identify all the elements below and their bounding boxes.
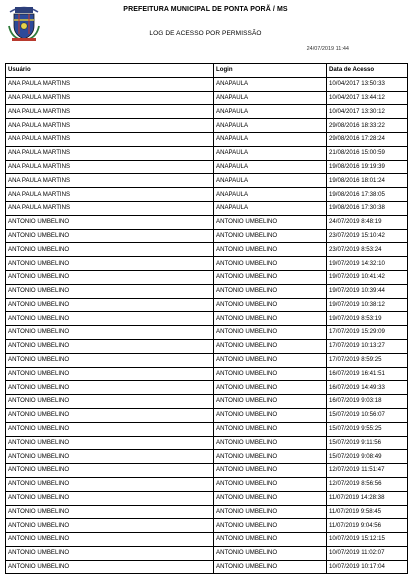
cell-usuario: ANTONIO UMBELINO [6, 491, 214, 505]
cell-login: ANAPAULA [214, 160, 327, 174]
table-row [6, 491, 408, 505]
table-row [6, 284, 408, 298]
cell-login: ANTONIO UMBELINO [214, 339, 327, 353]
cell-usuario: ANA PAULA MARTINS [6, 174, 214, 188]
cell-data-acesso: 16/07/2019 9:03:18 [327, 395, 408, 409]
cell-login: ANAPAULA [214, 188, 327, 202]
cell-login: ANTONIO UMBELINO [214, 298, 327, 312]
table-row [6, 395, 408, 409]
cell-usuario: ANTONIO UMBELINO [6, 215, 214, 229]
cell-usuario: ANA PAULA MARTINS [6, 105, 214, 119]
cell-login: ANTONIO UMBELINO [214, 560, 327, 574]
cell-login: ANTONIO UMBELINO [214, 450, 327, 464]
cell-data-acesso: 15/07/2019 10:56:07 [327, 408, 408, 422]
cell-login: ANTONIO UMBELINO [214, 422, 327, 436]
cell-data-acesso: 23/07/2019 8:53:24 [327, 243, 408, 257]
cell-data-acesso: 10/07/2019 11:02:07 [327, 546, 408, 560]
cell-login: ANTONIO UMBELINO [214, 491, 327, 505]
cell-data-acesso: 19/07/2019 10:39:44 [327, 284, 408, 298]
cell-usuario: ANTONIO UMBELINO [6, 477, 214, 491]
cell-login: ANTONIO UMBELINO [214, 477, 327, 491]
table-row [6, 546, 408, 560]
access-log-table [5, 63, 408, 574]
cell-usuario: ANA PAULA MARTINS [6, 132, 214, 146]
cell-login: ANTONIO UMBELINO [214, 229, 327, 243]
cell-login: ANTONIO UMBELINO [214, 312, 327, 326]
cell-login: ANAPAULA [214, 105, 327, 119]
cell-login: ANTONIO UMBELINO [214, 353, 327, 367]
cell-data-acesso: 17/07/2019 15:29:09 [327, 326, 408, 340]
cell-data-acesso: 21/08/2016 15:00:59 [327, 146, 408, 160]
cell-usuario: ANTONIO UMBELINO [6, 326, 214, 340]
cell-login: ANTONIO UMBELINO [214, 326, 327, 340]
cell-login: ANAPAULA [214, 146, 327, 160]
cell-usuario: ANTONIO UMBELINO [6, 339, 214, 353]
cell-login: ANAPAULA [214, 132, 327, 146]
cell-data-acesso: 19/08/2016 17:30:38 [327, 201, 408, 215]
report-timestamp: 24/07/2019 11:44 [306, 46, 349, 52]
table-row [6, 298, 408, 312]
cell-usuario: ANTONIO UMBELINO [6, 505, 214, 519]
cell-login: ANTONIO UMBELINO [214, 257, 327, 271]
cell-data-acesso: 12/07/2019 8:56:56 [327, 477, 408, 491]
table-row [6, 477, 408, 491]
header-data-acesso: Data de Acesso [327, 64, 408, 78]
table-body [6, 77, 408, 574]
report-title: LOG DE ACESSO POR PERMISSÃO [149, 30, 262, 37]
cell-data-acesso: 19/07/2019 10:38:12 [327, 298, 408, 312]
table-row [6, 201, 408, 215]
organization-name: PREFEITURA MUNICIPAL DE PONTA PORÃ / MS [123, 6, 288, 13]
cell-usuario: ANTONIO UMBELINO [6, 395, 214, 409]
cell-usuario: ANTONIO UMBELINO [6, 284, 214, 298]
cell-usuario: ANA PAULA MARTINS [6, 160, 214, 174]
cell-usuario: ANA PAULA MARTINS [6, 91, 214, 105]
cell-usuario: ANTONIO UMBELINO [6, 298, 214, 312]
cell-data-acesso: 15/07/2019 9:11:56 [327, 436, 408, 450]
cell-data-acesso: 10/07/2019 15:12:15 [327, 533, 408, 547]
table-row [6, 77, 408, 91]
cell-usuario: ANTONIO UMBELINO [6, 560, 214, 574]
table-row [6, 326, 408, 340]
cell-usuario: ANTONIO UMBELINO [6, 546, 214, 560]
cell-data-acesso: 10/04/2017 13:44:12 [327, 91, 408, 105]
cell-usuario: ANA PAULA MARTINS [6, 146, 214, 160]
table-row [6, 119, 408, 133]
cell-data-acesso: 10/04/2017 13:50:33 [327, 77, 408, 91]
cell-data-acesso: 19/07/2019 10:41:42 [327, 270, 408, 284]
cell-login: ANTONIO UMBELINO [214, 519, 327, 533]
cell-data-acesso: 29/08/2016 17:28:24 [327, 132, 408, 146]
cell-usuario: ANTONIO UMBELINO [6, 464, 214, 478]
cell-login: ANAPAULA [214, 174, 327, 188]
cell-data-acesso: 11/07/2019 9:04:56 [327, 519, 408, 533]
table-row [6, 174, 408, 188]
cell-data-acesso: 16/07/2019 16:41:51 [327, 367, 408, 381]
cell-data-acesso: 10/07/2019 10:17:04 [327, 560, 408, 574]
table-row [6, 381, 408, 395]
cell-data-acesso: 17/07/2019 8:59:25 [327, 353, 408, 367]
cell-login: ANTONIO UMBELINO [214, 381, 327, 395]
cell-data-acesso: 15/07/2019 9:08:49 [327, 450, 408, 464]
cell-usuario: ANTONIO UMBELINO [6, 243, 214, 257]
table-row [6, 312, 408, 326]
cell-data-acesso: 19/08/2016 19:19:39 [327, 160, 408, 174]
table-row [6, 436, 408, 450]
cell-usuario: ANTONIO UMBELINO [6, 533, 214, 547]
cell-login: ANTONIO UMBELINO [214, 505, 327, 519]
cell-usuario: ANTONIO UMBELINO [6, 408, 214, 422]
cell-data-acesso: 19/07/2019 8:53:19 [327, 312, 408, 326]
cell-usuario: ANTONIO UMBELINO [6, 450, 214, 464]
cell-data-acesso: 15/07/2019 9:55:25 [327, 422, 408, 436]
table-row [6, 270, 408, 284]
cell-login: ANTONIO UMBELINO [214, 243, 327, 257]
cell-login: ANTONIO UMBELINO [214, 395, 327, 409]
table-row [6, 215, 408, 229]
cell-login: ANTONIO UMBELINO [214, 408, 327, 422]
cell-login: ANTONIO UMBELINO [214, 533, 327, 547]
table-row [6, 519, 408, 533]
cell-usuario: ANTONIO UMBELINO [6, 519, 214, 533]
cell-login: ANTONIO UMBELINO [214, 270, 327, 284]
cell-login: ANTONIO UMBELINO [214, 367, 327, 381]
cell-login: ANAPAULA [214, 119, 327, 133]
cell-data-acesso: 11/07/2019 14:28:38 [327, 491, 408, 505]
table-row [6, 464, 408, 478]
cell-data-acesso: 17/07/2019 10:13:27 [327, 339, 408, 353]
table-row [6, 229, 408, 243]
table-row [6, 243, 408, 257]
table-row [6, 188, 408, 202]
table-row [6, 533, 408, 547]
header-login: Login [214, 64, 327, 78]
table-row [6, 408, 408, 422]
table-row [6, 105, 408, 119]
table-row [6, 339, 408, 353]
cell-login: ANTONIO UMBELINO [214, 215, 327, 229]
cell-data-acesso: 29/08/2016 18:33:22 [327, 119, 408, 133]
cell-login: ANTONIO UMBELINO [214, 546, 327, 560]
cell-data-acesso: 23/07/2019 15:10:42 [327, 229, 408, 243]
table-row [6, 560, 408, 574]
cell-login: ANAPAULA [214, 77, 327, 91]
table-row [6, 146, 408, 160]
cell-login: ANTONIO UMBELINO [214, 436, 327, 450]
table-row [6, 132, 408, 146]
table-row [6, 257, 408, 271]
table-row [6, 422, 408, 436]
cell-data-acesso: 11/07/2019 9:58:45 [327, 505, 408, 519]
table-row [6, 91, 408, 105]
cell-usuario: ANTONIO UMBELINO [6, 422, 214, 436]
cell-usuario: ANA PAULA MARTINS [6, 188, 214, 202]
cell-login: ANAPAULA [214, 91, 327, 105]
cell-data-acesso: 19/08/2016 18:01:24 [327, 174, 408, 188]
header-usuario: Usuário [6, 64, 214, 78]
cell-usuario: ANTONIO UMBELINO [6, 270, 214, 284]
table-header-row [6, 64, 408, 78]
table-row [6, 450, 408, 464]
cell-data-acesso: 19/07/2019 14:32:10 [327, 257, 408, 271]
cell-data-acesso: 10/04/2017 13:30:12 [327, 105, 408, 119]
cell-login: ANTONIO UMBELINO [214, 464, 327, 478]
cell-data-acesso: 19/08/2016 17:38:05 [327, 188, 408, 202]
table-row [6, 505, 408, 519]
cell-usuario: ANA PAULA MARTINS [6, 119, 214, 133]
cell-data-acesso: 24/07/2019 8:48:19 [327, 215, 408, 229]
table-row [6, 367, 408, 381]
cell-usuario: ANTONIO UMBELINO [6, 312, 214, 326]
cell-login: ANAPAULA [214, 201, 327, 215]
cell-data-acesso: 12/07/2019 11:51:47 [327, 464, 408, 478]
cell-usuario: ANTONIO UMBELINO [6, 229, 214, 243]
cell-usuario: ANTONIO UMBELINO [6, 381, 214, 395]
table-row [6, 160, 408, 174]
cell-usuario: ANTONIO UMBELINO [6, 257, 214, 271]
table-row [6, 353, 408, 367]
cell-usuario: ANA PAULA MARTINS [6, 201, 214, 215]
cell-usuario: ANA PAULA MARTINS [6, 77, 214, 91]
cell-data-acesso: 16/07/2019 14:49:33 [327, 381, 408, 395]
cell-login: ANTONIO UMBELINO [214, 284, 327, 298]
cell-usuario: ANTONIO UMBELINO [6, 367, 214, 381]
cell-usuario: ANTONIO UMBELINO [6, 353, 214, 367]
cell-usuario: ANTONIO UMBELINO [6, 436, 214, 450]
